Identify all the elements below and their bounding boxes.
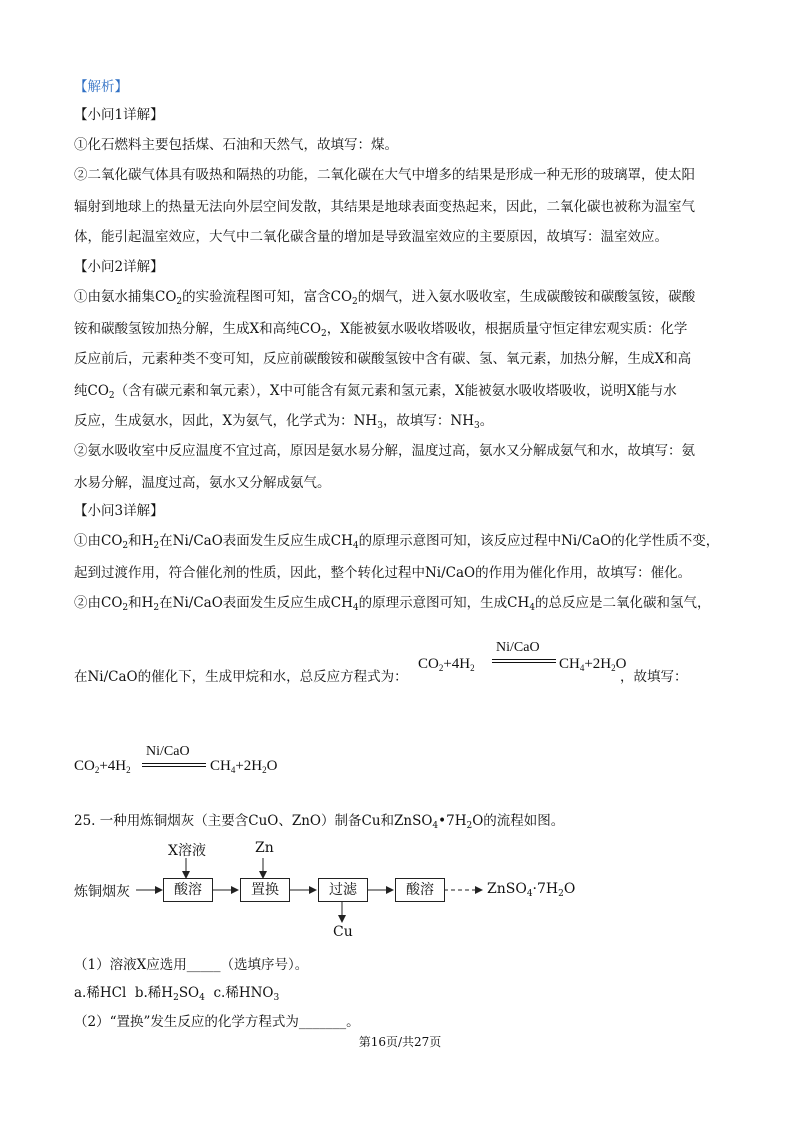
flow-box-acid-dissolve-2: 酸溶 [395, 878, 445, 902]
q1-p2-line2: 辐射到地球上的热量无法向外层空间发散，其结果是地球表面变热起来，因此，二氧化碳也被称为温室气 [74, 199, 695, 215]
q3-title: 【小问3详解】 [74, 503, 164, 519]
flow-start: 炼铜烟灰 [74, 884, 130, 900]
q2-line2: 铵和碳酸氢铵加热分解，生成X和高纯$CO_2$，X能被氨水吸收塔吸收，根据质量守恒定律宏观实质：化学 [74, 321, 688, 339]
q3-line3: ②由$CO_2$和$H_2$在Ni/CaO表面发生反应生成$CH_4$的原理示意图可知，生成$CH_4$的总反应是二氧化碳和氢气， [74, 595, 711, 613]
q1-p1: ①化石燃料主要包括煤、石油和天然气，故填写：煤。 [74, 137, 398, 153]
flow-box-acid-dissolve-1: 酸溶 [163, 878, 213, 902]
flow-box-replace: 置换 [240, 878, 290, 902]
reaction-equation-inline: Ni/CaO $CO_2+4H_2$ $CH_4+2H_2O$ [418, 640, 627, 673]
flow-zn: Zn [255, 840, 274, 856]
q3-line1: ①由$CO_2$和$H_2$在Ni/CaO表面发生反应生成$CH_4$的原理示意图可知，该反应过程中Ni/CaO的化学性质不变， [74, 533, 720, 551]
flow-product: $ZnSO_4\cdot 7H_2O$ [487, 881, 576, 899]
q1-title: 【小问1详解】 [74, 107, 164, 123]
flow-cu: Cu [333, 924, 353, 940]
q2-line5: 反应，生成氨水，因此，X为氨气，化学式为：$NH_3$，故填写：$NH_3$。 [74, 413, 494, 431]
q25-part2: （2）“置换”发生反应的化学方程式为_______。 [74, 1014, 360, 1030]
q2-line7: 水易分解，温度过高，氨水又分解成氨气。 [74, 475, 331, 491]
q2-line1: ①由氨水捕集$CO_2$的实验流程图可知，富含$CO_2$的烟气，进入氨水吸收室，生成碳酸铵和碳酸氢铵，碳酸 [74, 289, 696, 307]
q3-line4-tail: ，故填写： [620, 669, 688, 685]
q3-line2: 起到过渡作用，符合催化剂的性质，因此，整个转化过程中Ni/CaO的作用为催化作用，故填写：催化。 [74, 565, 692, 581]
q2-line3: 反应前后，元素种类不变可知，反应前碳酸铵和碳酸氢铵中含有碳、氢、氧元素，加热分解，生成X和高 [74, 351, 692, 367]
q3-line4-text: 在Ni/CaO的催化下，生成甲烷和水，总反应方程式为： [74, 669, 408, 685]
q2-line6: ②氨水吸收室中反应温度不宜过高，原因是氨水易分解，温度过高，氨水又分解成氨气和水，故填写：氨 [74, 443, 695, 459]
q25-part1: （1）溶液X应选用_____（选填序号）。 [74, 957, 309, 973]
flow-box-filter: 过滤 [318, 878, 368, 902]
page-footer: 第16页/共27页 [358, 1035, 442, 1049]
q1-p2-line1: ②二氧化碳气体具有吸热和隔热的功能，二氧化碳在大气中增多的结果是形成一种无形的玻璃罩，使太阳 [74, 167, 695, 183]
q25-options: a.稀HCl b.稀$H_2SO_4$ c.稀$HNO_3$ [74, 985, 280, 1003]
q2-line4: 纯$CO_2$（含有碳元素和氧元素），X中可能含有氮元素和氢元素，X能被氨水吸收塔吸收，说明X能与水 [74, 383, 677, 401]
reaction-equation-answer: Ni/CaO $CO_2+4H_2$ $CH_4+2H_2O$ [74, 744, 278, 775]
flow-x-solution: X溶液 [168, 843, 206, 859]
q2-title: 【小问2详解】 [74, 259, 164, 275]
analysis-label: 【解析】 [74, 79, 128, 95]
q1-p2-line3: 体，能引起温室效应，大气中二氧化碳含量的增加是导致温室效应的主要原因，故填写：温室效应。 [74, 229, 668, 245]
q25-stem: 25. 一种用炼铜烟灰（主要含CuO、ZnO）制备Cu和$ZnSO_4•7H_2O$的流程如图。 [74, 813, 565, 831]
